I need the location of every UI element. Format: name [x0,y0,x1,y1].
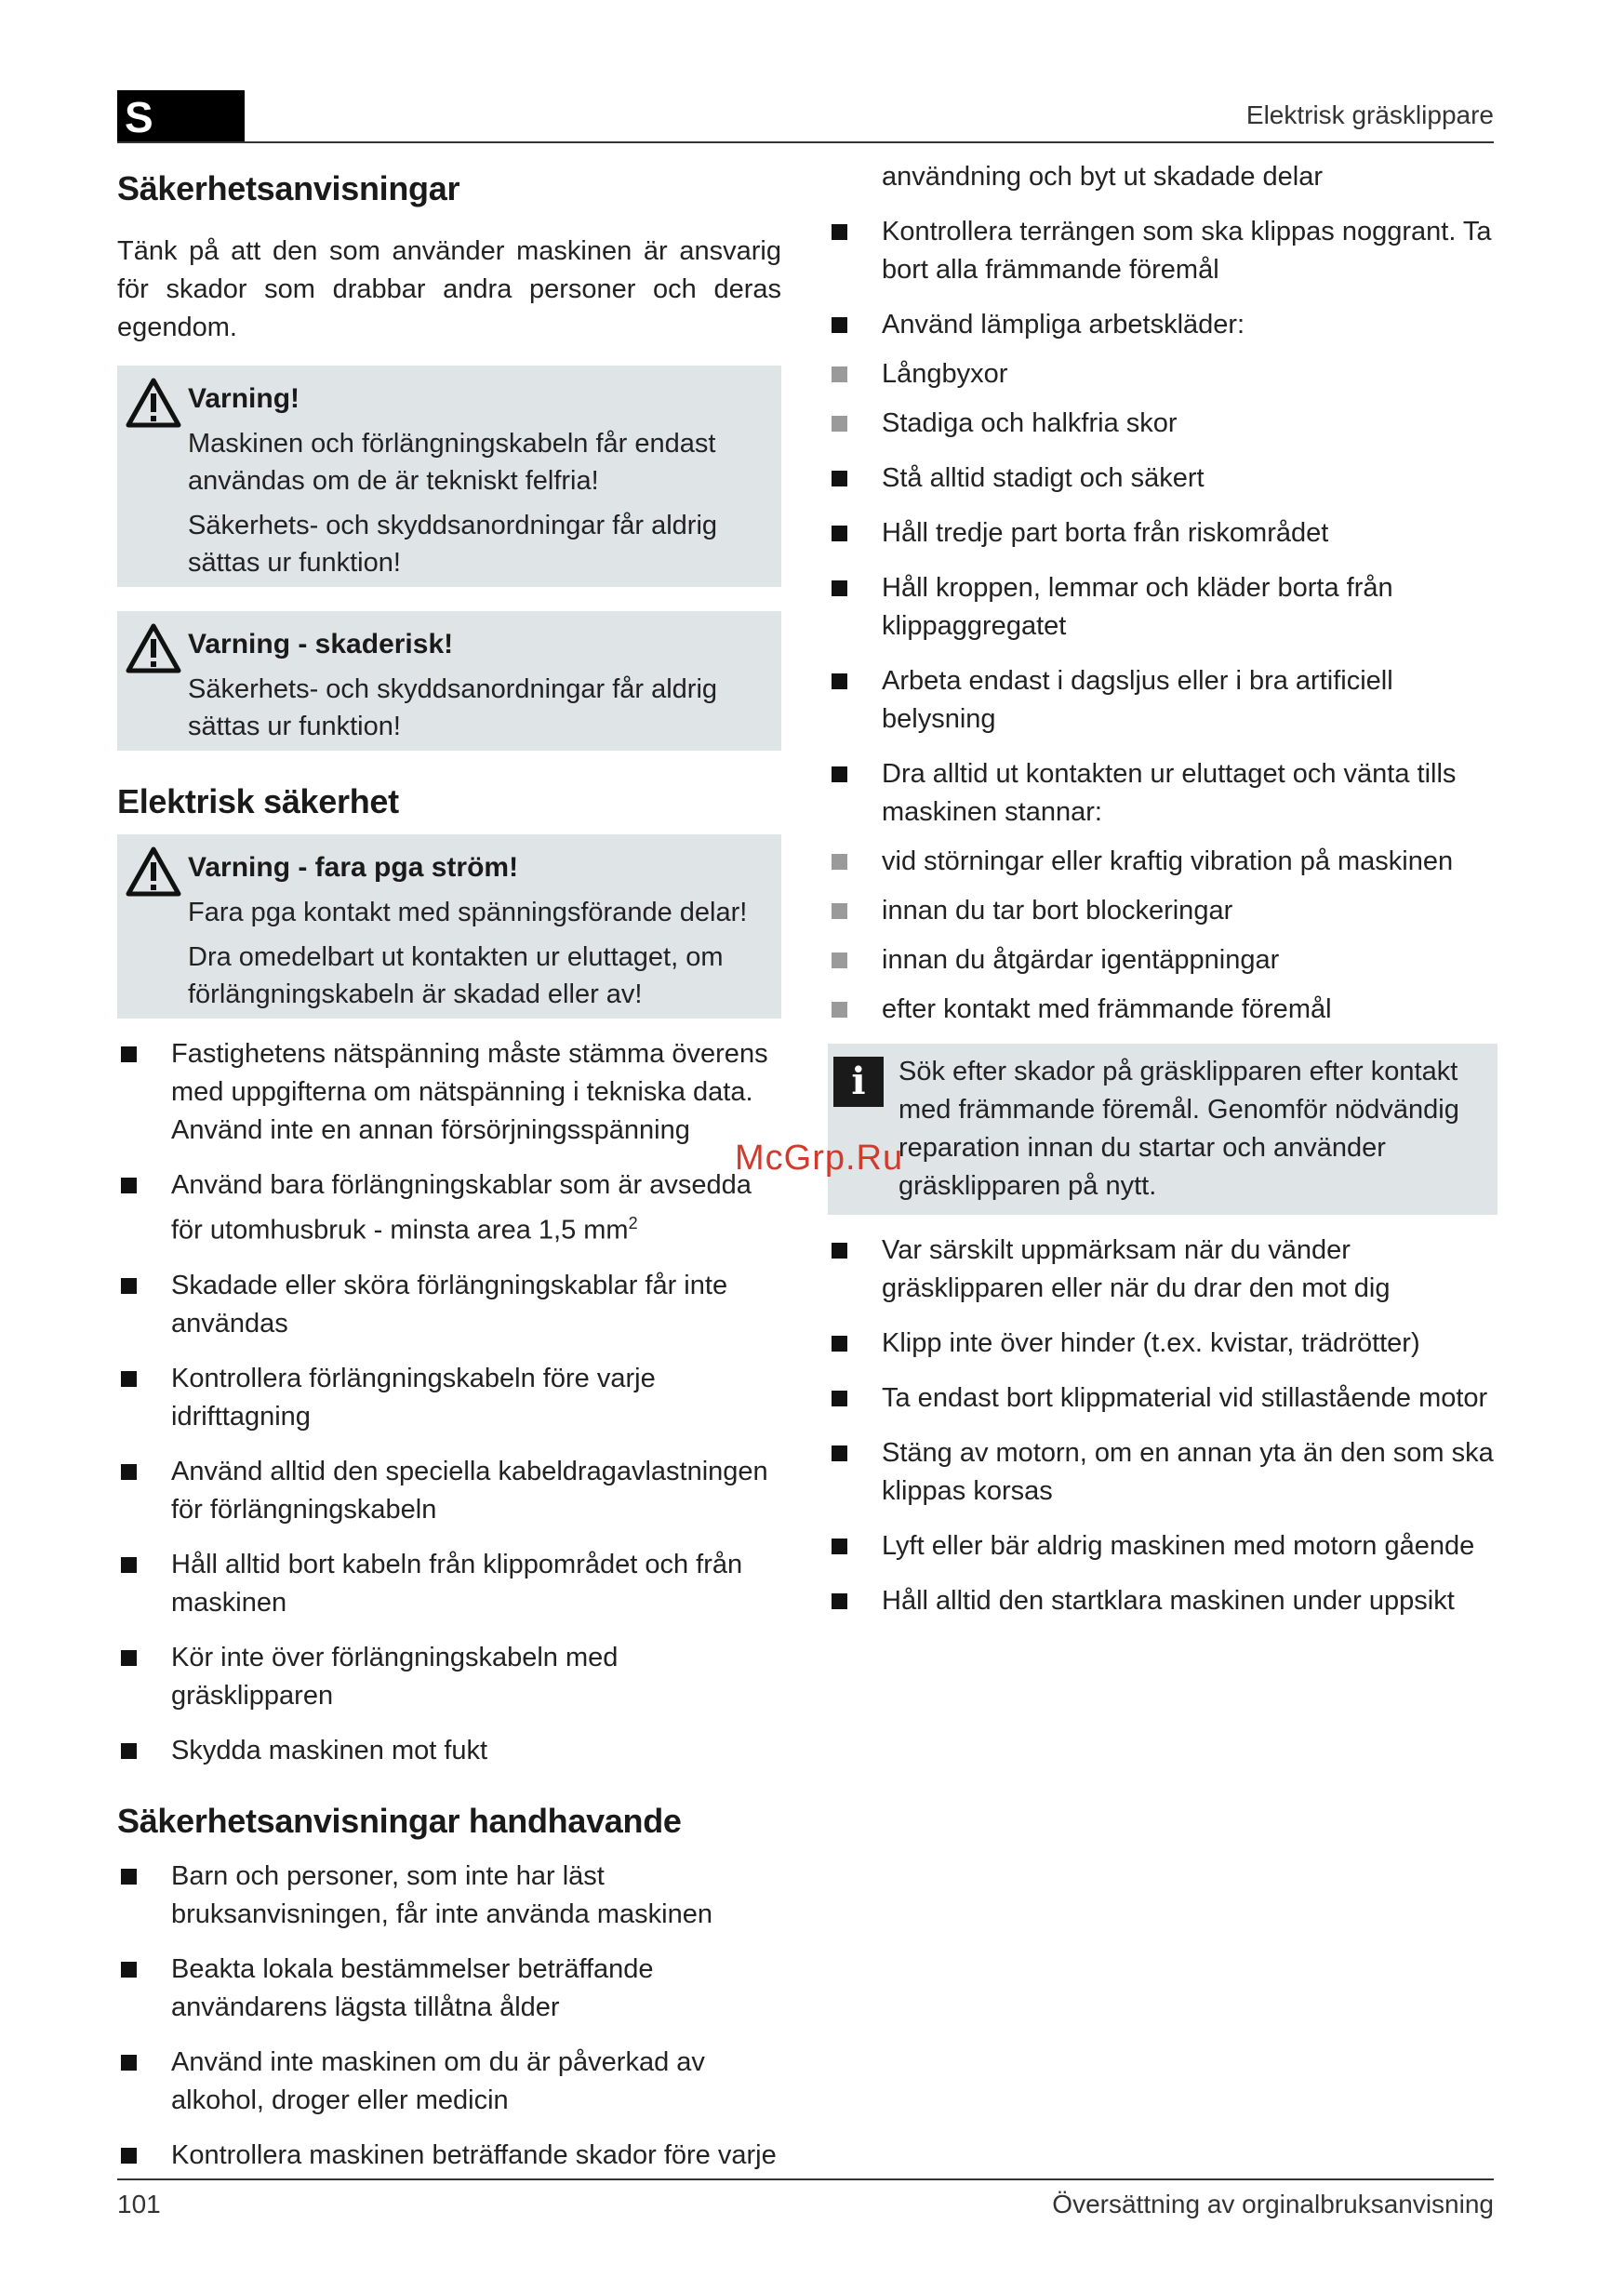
info-text: Sök efter skador på gräsklipparen efter kontakt med främmande föremål. Genomför nödvändig reparation innan du startar och använder gräsklipparen på nytt. [899,1057,1459,1201]
warning-triangle-icon [125,622,182,674]
clothing-sublist [828,355,1498,443]
sublist-item: vid störningar eller kraftig vibration på maskinen [828,843,1498,881]
list-item: Kontrollera förlängningskabeln före varje idrifttagning [117,1360,781,1436]
sublist-item: Stadiga och halkfria skor [828,405,1498,443]
list-item: Arbeta endast i dagsljus eller i bra artificiell belysning [828,662,1498,739]
list-item: Använd alltid den speciella kabeldragavlastningen för förlängningskabeln [117,1453,781,1529]
header-title: Elektrisk gräsklippare [1245,100,1494,129]
list-item: Var särskilt uppmärksam när du vänder gräsklipparen eller när du drar den mot dig [828,1232,1498,1308]
list-item: Barn och personer, som inte har läst bruksanvisningen, får inte använda maskinen [117,1858,781,1934]
list-item: Håll kroppen, lemmar och kläder borta från klippaggregatet [828,569,1498,646]
list-item: Stå alltid stadigt och säkert [828,460,1498,498]
list-item [828,755,1498,1029]
continued-text: användning och byt ut skadade delar [882,162,1324,192]
intro-paragraph: Tänk på att den som använder maskinen är ansvarig för skador som drabbar andra personer och deras egendom. [117,236,781,342]
warning-title: Varning - fara pga ström! [188,852,519,883]
section-heading-safety: Säkerhetsanvisningar [117,169,460,207]
warning-text: Dra omedelbart ut kontakten ur eluttaget, om förlängningskabeln är skadad eller av! [188,942,724,1009]
warning-text: Säkerhets- och skyddsanordningar får aldrig sättas ur funktion! [188,511,718,578]
sublist-item: innan du tar bort blockeringar [828,892,1498,930]
operation-list [828,1232,1498,1620]
list-item: Kontrollera maskinen beträffande skador före varje [117,2137,781,2175]
warning-text: Fara pga kontakt med spänningsförande delar! [188,898,748,927]
footer-divider [117,2178,1494,2180]
list-item: Håll alltid den startklara maskinen under uppsikt [828,1582,1498,1620]
warning-text: Maskinen och förlängningskabeln får endast användas om de är tekniskt felfria! [188,429,716,496]
list-item-text: Dra alltid ut kontakten ur eluttaget och vänta tills maskinen stannar: [882,759,1457,827]
language-letter: S [125,93,153,141]
sublist-item: efter kontakt med främmande föremål [828,991,1498,1029]
handling-list-continued [828,213,1498,1029]
page-number: 101 [117,2190,161,2218]
warning-title: Varning! [188,383,300,414]
list-item: Kör inte över förlängningskabeln med gräsklipparen [117,1639,781,1715]
footer-title: Översättning av orginalbruksanvisning [1052,2190,1494,2218]
list-item: Använd inte maskinen om du är påverkad av alkohol, droger eller medicin [117,2044,781,2120]
list-item [117,1166,781,1250]
list-item: Skydda maskinen mot fukt [117,1732,781,1770]
section-heading-handling: Säkerhetsanvisningar handhavande [117,1801,682,1840]
list-item: Kontrollera terrängen som ska klippas noggrant. Ta bort alla främmande föremål [828,213,1498,289]
list-item: Håll tredje part borta från riskområdet [828,514,1498,553]
handling-safety-list [117,1858,781,2175]
sublist-item: Långbyxor [828,355,1498,393]
list-item: Håll alltid bort kabeln från klippområdet och från maskinen [117,1546,781,1622]
warning-triangle-icon [125,377,182,429]
language-badge [117,90,245,143]
list-item: Stäng av motorn, om en annan yta än den som ska klippas korsas [828,1434,1498,1511]
warning-title: Varning - skaderisk! [188,629,454,659]
section-heading-electric: Elektrisk säkerhet [117,782,399,820]
sublist-item: innan du åtgärdar igentäppningar [828,941,1498,979]
warning-box-electric [117,834,781,1019]
warning-box-injury [117,611,781,751]
unplug-cases-sublist [828,843,1498,1029]
info-box [828,1044,1498,1215]
info-icon: i [833,1057,884,1107]
list-item: Lyft eller bär aldrig maskinen med motorn gående [828,1527,1498,1565]
list-item: Ta endast bort klippmaterial vid stillastående motor [828,1379,1498,1418]
electric-safety-list [117,1035,781,1770]
superscript: 2 [628,1214,638,1232]
header-divider [117,141,1494,143]
list-item [828,306,1498,443]
right-column [828,156,1498,1620]
watermark: McGrp.Ru [735,1139,904,1178]
list-item: Klipp inte över hinder (t.ex. kvistar, trädrötter) [828,1325,1498,1363]
warning-box-general [117,366,781,587]
list-item-text: Använd lämpliga arbetskläder: [882,310,1245,340]
warning-text: Säkerhets- och skyddsanordningar får aldrig sättas ur funktion! [188,674,718,741]
list-item-text: Använd bara förlängningskablar som är avsedda för utomhusbruk - minsta area 1,5 mm [171,1170,752,1246]
list-item: Skadade eller sköra förlängningskablar får inte användas [117,1267,781,1343]
list-item: Fastighetens nätspänning måste stämma överens med uppgifterna om nätspänning i tekniska data. Använd inte en annan försörjningsspänning [117,1035,781,1150]
list-item: Beakta lokala bestämmelser beträffande användarens lägsta tillåtna ålder [117,1951,781,2027]
left-column [117,156,781,2175]
warning-triangle-icon [125,846,182,898]
